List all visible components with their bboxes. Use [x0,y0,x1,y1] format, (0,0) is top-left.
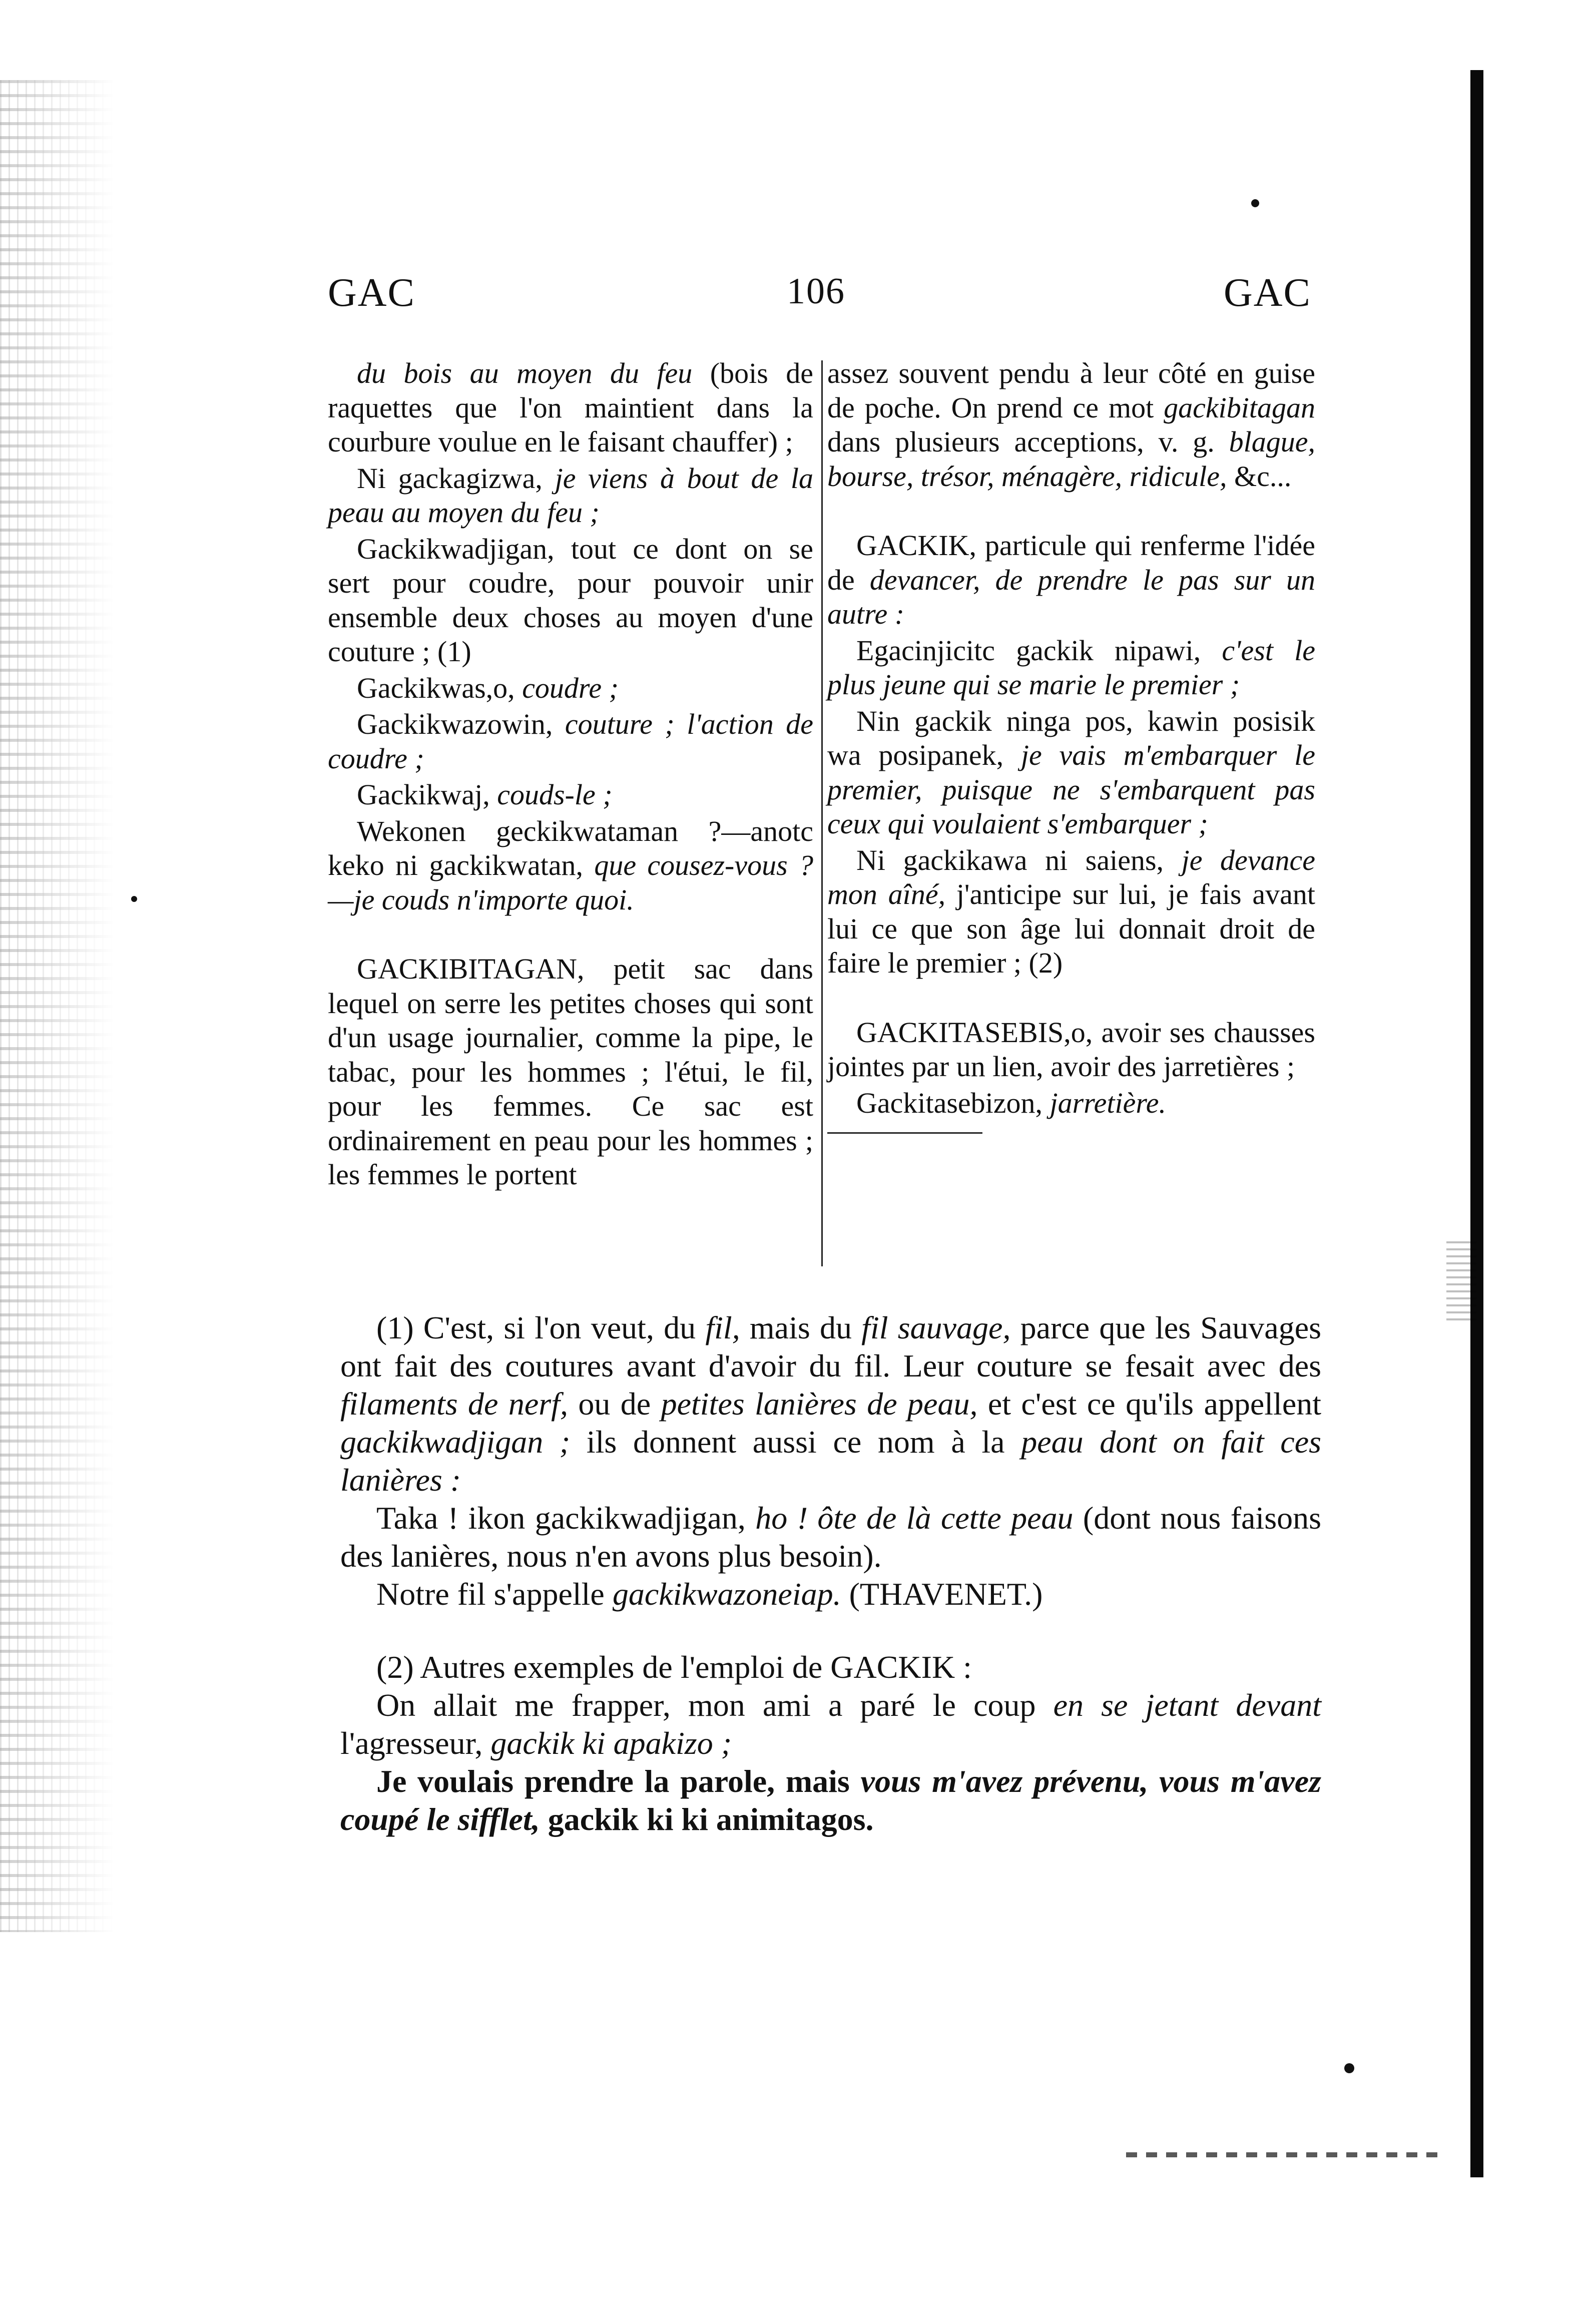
text-run: Gackikwazowin, [357,708,565,740]
ink-dot [1344,2063,1354,2073]
right-column-paragraph [827,843,1315,981]
text-run: On allait me frapper, mon ami a paré le coup [376,1687,1054,1723]
italic-run: vous m'avez prévenu, vous m'avez coupé le sifflet, [340,1763,1322,1837]
text-run: (2) Autres exemples de l'emploi de GACKIK : [376,1649,972,1685]
left-column-paragraph [328,461,813,530]
italic-run: en se jetant devant [1053,1687,1322,1723]
scan-edge-noise [0,80,115,1932]
text-run: (THAVENET.) [841,1576,1043,1612]
italic-run: je viens à bout de la peau au moyen du feu ; [328,461,813,529]
italic-run: fil sauvage, [861,1310,1011,1345]
footnotes-paragraph [340,1309,1321,1499]
right-column [827,356,1315,1120]
scan-smudge [1126,2152,1446,2157]
italic-run: que cousez-vous ?—je couds n'importe quoi. [328,849,813,916]
right-column-paragraph [827,356,1315,494]
text-run: GACKIBITAGAN, petit sac dans lequel on serre les petites choses qui sont d'un usage journalier, comme la pipe, le tabac, pour les hommes ; l'étui, le fil, pour les femmes. Ce sac est ordinairement en peau pour les hommes ; les femmes le portent [328,953,813,1191]
running-head-left: GAC [328,271,415,315]
ink-dot [1251,199,1259,207]
left-column-paragraph [328,532,813,669]
footnotes-paragraph [340,1648,1321,1686]
italic-run: couture ; l'action de coudre ; [328,708,813,775]
italic-run: coudre ; [522,671,619,704]
italic-run: du bois au moyen du feu [357,357,693,389]
left-column-paragraph [328,356,813,459]
right-column-paragraph [827,634,1315,702]
right-column-paragraph [827,529,1315,632]
italic-run: je devance mon aîné, [827,843,1315,910]
left-column-paragraph [328,671,813,706]
text-run: Gackitasebizon, [856,1086,1050,1119]
text-run: mais du [740,1310,862,1345]
entry-rule [827,1132,982,1134]
text-run: GACKITASEBIS,o, avoir ses chausses jointes par un lien, avoir des jarretières ; [827,1016,1315,1083]
page-number: 106 [787,271,845,312]
italic-run: gackikwadjigan ; [340,1424,571,1460]
right-column-paragraph [827,704,1315,841]
text-run: Taka ! ikon gackikwadjigan, [376,1500,756,1536]
italic-run: blague, bourse, trésor, ménagère, ridicule, [827,425,1315,493]
left-column-paragraph [328,814,813,917]
italic-run: gackibitagan [1164,391,1315,424]
right-column-paragraph [827,1016,1315,1084]
footnotes-paragraph [340,1686,1321,1762]
italic-run: couds-le ; [497,778,613,811]
scan-binding-shadow [1470,70,1483,2177]
text-run: assez souvent pendu à leur côté en guise de poche. On prend ce mot [827,357,1315,424]
text-run: Wekonen geckikwataman ?—anotc keko ni gackikwatan, [328,814,813,881]
footnotes-paragraph [340,1762,1321,1838]
text-run: Je voulais prendre la parole, mais [376,1763,861,1799]
text-run: Ni gackagizwa, [357,461,555,495]
text-run: l'agresseur, [340,1725,491,1761]
text-run: dans plusieurs acceptions, v. g. [827,425,1229,458]
column-separator [821,360,823,1266]
italic-run: ho ! ôte de là cette peau [755,1500,1074,1536]
text-run: Nin gackik ninga pos, kawin posisik wa posipanek, [827,704,1315,771]
left-column-paragraph [328,778,813,812]
text-run: Egacinjicitc gackik nipawi, [856,634,1222,667]
text-run: Gackikwadjigan, tout ce dont on se sert pour coudre, pour pouvoir unir ensemble deux choses au moyen d'une couture ; (1) [328,532,813,668]
italic-run: gackikwazoneiap. [612,1576,841,1612]
text-run: ils donnent aussi ce nom à la [570,1424,1021,1460]
italic-run: petites lanières de peau, [661,1386,978,1422]
text-run: Gackikwaj, [357,778,497,811]
running-head-right: GAC [1224,271,1311,315]
italic-run: peau dont on fait ces lanières : [340,1424,1322,1498]
text-run: (bois de raquettes que l'on maintient dans la courbure voulue en le faisant chauffer) ; [328,357,813,458]
text-run: (1) C'est, si l'on veut, du [376,1310,706,1345]
italic-run: devancer, de prendre le pas sur un autre : [827,563,1315,630]
left-column [328,356,813,1192]
text-run: parce que les Sauvages ont fait des coutures avant d'avoir du fil. Leur couture se fesait avec des [340,1310,1321,1383]
text-run: et c'est ce qu'ils appellent [977,1386,1322,1422]
text-run: &c... [1227,459,1292,493]
text-run: (dont nous faisons des lanières, nous n'en avons plus besoin). [340,1500,1322,1574]
italic-run: jarretière. [1049,1086,1166,1119]
text-run: gackik ki ki animitagos. [540,1801,874,1837]
right-column-paragraph [827,1086,1315,1121]
italic-run: gackik ki apakizo ; [490,1725,732,1761]
footnotes-paragraph [340,1499,1321,1575]
footnotes-paragraph [340,1575,1321,1613]
text-run: j'anticipe sur lui, je fais avant lui ce que son âge lui donnait droit de faire le premier ; (2) [827,878,1315,979]
footnotes [340,1309,1321,1838]
text-run: GACKIK, particule qui renferme l'idée de [827,529,1315,596]
text-run: Ni gackikawa ni saiens, [856,843,1182,876]
italic-run: c'est le plus jeune qui se marie le premier ; [827,634,1315,701]
text-run: ou de [568,1386,661,1422]
text-run: Notre fil s'appelle [376,1576,613,1612]
left-column-paragraph [328,707,813,776]
italic-run: filaments de nerf, [340,1386,568,1422]
text-run: Gackikwas,o, [357,671,522,704]
italic-run: fil, [705,1310,740,1345]
italic-run: je vais m'embarquer le premier, puisque ne s'embarquent pas ceux qui voulaient s'embarquer ; [827,739,1315,840]
scan-specks [1446,1241,1476,1321]
ink-dot [131,896,137,902]
left-column-paragraph [328,952,813,1192]
